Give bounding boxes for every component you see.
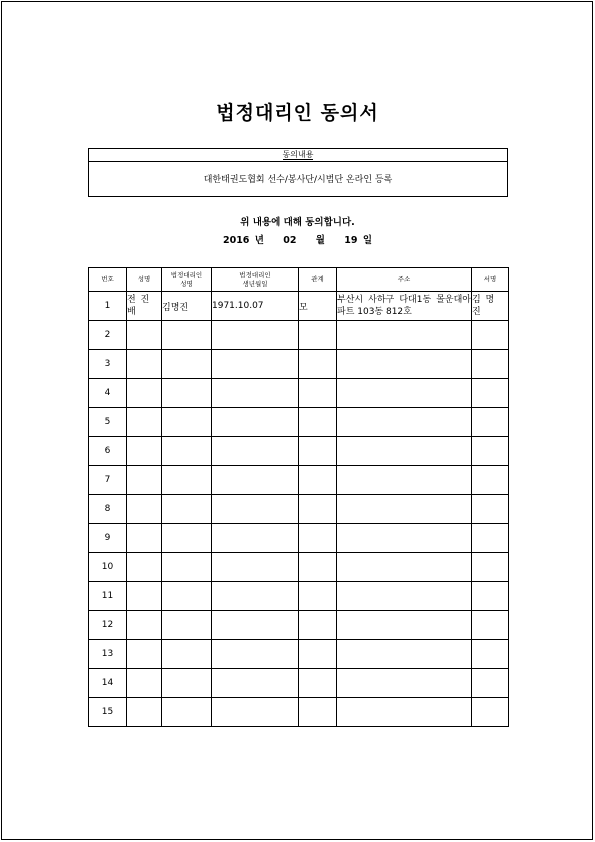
cell-no: 6 xyxy=(89,437,127,466)
agreement-content: 대한태권도협회 선수/봉사단/시범단 온라인 등록 xyxy=(203,175,393,185)
cell-signature xyxy=(472,495,509,524)
document-title: 법정대리인 동의서 xyxy=(216,102,379,124)
cell-guardian-name xyxy=(162,408,212,437)
table-row xyxy=(89,698,509,727)
cell-guardian-birth: 1971.10.07 xyxy=(212,292,299,321)
cell-guardian-birth xyxy=(212,437,299,466)
cell-no: 3 xyxy=(89,350,127,379)
cell-guardian-name xyxy=(162,669,212,698)
cell-name xyxy=(127,437,162,466)
cell-signature xyxy=(472,640,509,669)
cell-address xyxy=(337,495,472,524)
cell-no: 14 xyxy=(89,669,127,698)
cell-address xyxy=(337,524,472,553)
cell-guardian-birth xyxy=(212,466,299,495)
cell-address xyxy=(337,350,472,379)
cell-signature xyxy=(472,350,509,379)
cell-no: 11 xyxy=(89,582,127,611)
cell-name: 전 진 배 xyxy=(127,292,162,321)
cell-name xyxy=(127,321,162,350)
cell-guardian-name xyxy=(162,379,212,408)
consent-date xyxy=(0,232,595,246)
table-row xyxy=(89,379,509,408)
cell-no: 2 xyxy=(89,321,127,350)
cell-address xyxy=(337,640,472,669)
cell-address xyxy=(337,669,472,698)
cell-name xyxy=(127,582,162,611)
header-guardian-name-line1: 법정대리인 xyxy=(170,270,203,279)
guardian-roster-table xyxy=(88,267,509,727)
agreement-box xyxy=(88,148,508,197)
cell-address: 부산시 사하구 다대1동 몰운대아파트 103동 812호 xyxy=(337,292,472,321)
cell-guardian-name xyxy=(162,466,212,495)
cell-guardian-name xyxy=(162,437,212,466)
cell-no: 1 xyxy=(89,292,127,321)
cell-signature xyxy=(472,466,509,495)
cell-signature xyxy=(472,379,509,408)
cell-signature xyxy=(472,524,509,553)
cell-no: 9 xyxy=(89,524,127,553)
table-row xyxy=(89,466,509,495)
cell-signature: 김 명 진 xyxy=(472,292,509,321)
cell-guardian-name xyxy=(162,640,212,669)
cell-relation xyxy=(299,640,337,669)
date-year-unit: 년 xyxy=(254,235,264,246)
table-header-row xyxy=(89,268,509,292)
header-signature: 서명 xyxy=(472,268,509,292)
table-row xyxy=(89,495,509,524)
cell-address xyxy=(337,408,472,437)
cell-guardian-birth xyxy=(212,379,299,408)
consent-statement: 위 내용에 대해 동의합니다. xyxy=(240,217,355,228)
cell-guardian-birth xyxy=(212,611,299,640)
cell-address xyxy=(337,466,472,495)
cell-no: 12 xyxy=(89,611,127,640)
cell-guardian-birth xyxy=(212,495,299,524)
table-row xyxy=(89,669,509,698)
cell-no: 13 xyxy=(89,640,127,669)
cell-no: 4 xyxy=(89,379,127,408)
cell-no: 5 xyxy=(89,408,127,437)
date-day-unit: 일 xyxy=(362,235,373,246)
cell-signature xyxy=(472,582,509,611)
cell-address xyxy=(337,321,472,350)
cell-no: 7 xyxy=(89,466,127,495)
cell-relation xyxy=(299,408,337,437)
cell-address xyxy=(337,698,472,727)
cell-guardian-birth xyxy=(212,640,299,669)
cell-signature xyxy=(472,669,509,698)
cell-signature xyxy=(472,698,509,727)
cell-guardian-birth xyxy=(212,553,299,582)
cell-address xyxy=(337,611,472,640)
table-row xyxy=(89,582,509,611)
cell-address xyxy=(337,582,472,611)
cell-guardian-birth xyxy=(212,582,299,611)
cell-relation xyxy=(299,495,337,524)
cell-guardian-name xyxy=(162,524,212,553)
header-relation: 관계 xyxy=(299,268,337,292)
cell-name xyxy=(127,408,162,437)
header-guardian-birth xyxy=(212,268,299,292)
header-guardian-birth-line1: 법정대리인 xyxy=(239,270,271,279)
cell-guardian-birth xyxy=(212,408,299,437)
cell-relation xyxy=(299,466,337,495)
agreement-header xyxy=(89,149,507,162)
table-row xyxy=(89,524,509,553)
cell-guardian-birth xyxy=(212,350,299,379)
cell-guardian-name xyxy=(162,495,212,524)
cell-guardian-name xyxy=(162,611,212,640)
cell-relation xyxy=(299,553,337,582)
cell-name xyxy=(127,350,162,379)
header-guardian-name xyxy=(162,268,212,292)
cell-relation: 모 xyxy=(299,292,337,321)
cell-no: 8 xyxy=(89,495,127,524)
cell-relation xyxy=(299,669,337,698)
header-address: 주소 xyxy=(337,268,472,292)
cell-guardian-birth xyxy=(212,524,299,553)
cell-guardian-name xyxy=(162,553,212,582)
cell-name xyxy=(127,698,162,727)
cell-signature xyxy=(472,553,509,582)
cell-guardian-name: 김명진 xyxy=(162,292,212,321)
cell-relation xyxy=(299,321,337,350)
cell-address xyxy=(337,379,472,408)
table-row xyxy=(89,292,509,321)
cell-relation xyxy=(299,611,337,640)
cell-guardian-name xyxy=(162,698,212,727)
cell-signature xyxy=(472,408,509,437)
cell-address xyxy=(337,437,472,466)
table-row xyxy=(89,437,509,466)
cell-relation xyxy=(299,379,337,408)
cell-no: 15 xyxy=(89,698,127,727)
table-row xyxy=(89,321,509,350)
cell-guardian-name xyxy=(162,582,212,611)
cell-address xyxy=(337,553,472,582)
cell-name xyxy=(127,553,162,582)
cell-guardian-name xyxy=(162,321,212,350)
cell-signature xyxy=(472,321,509,350)
header-guardian-birth-line2: 생년월일 xyxy=(242,279,268,288)
header-guardian-name-line2: 성명 xyxy=(180,279,193,288)
date-day: 19 xyxy=(344,235,358,246)
date-year: 2016 xyxy=(222,235,250,246)
cell-signature xyxy=(472,437,509,466)
cell-relation xyxy=(299,698,337,727)
table-row xyxy=(89,408,509,437)
cell-relation xyxy=(299,437,337,466)
cell-guardian-name xyxy=(162,350,212,379)
cell-relation xyxy=(299,350,337,379)
table-row xyxy=(89,350,509,379)
date-month: 02 xyxy=(283,235,297,246)
agreement-header-label: 동의내용 xyxy=(282,150,314,159)
cell-guardian-birth xyxy=(212,698,299,727)
cell-name xyxy=(127,611,162,640)
table-row xyxy=(89,640,509,669)
cell-name xyxy=(127,640,162,669)
cell-guardian-birth xyxy=(212,321,299,350)
date-month-unit: 월 xyxy=(315,235,325,246)
header-name: 성명 xyxy=(127,268,162,292)
cell-relation xyxy=(299,582,337,611)
header-no: 번호 xyxy=(89,268,127,292)
table-row xyxy=(89,553,509,582)
cell-signature xyxy=(472,611,509,640)
cell-name xyxy=(127,466,162,495)
table-row xyxy=(89,611,509,640)
cell-name xyxy=(127,495,162,524)
cell-relation xyxy=(299,524,337,553)
cell-name xyxy=(127,524,162,553)
cell-guardian-birth xyxy=(212,669,299,698)
cell-name xyxy=(127,379,162,408)
cell-no: 10 xyxy=(89,553,127,582)
cell-name xyxy=(127,669,162,698)
